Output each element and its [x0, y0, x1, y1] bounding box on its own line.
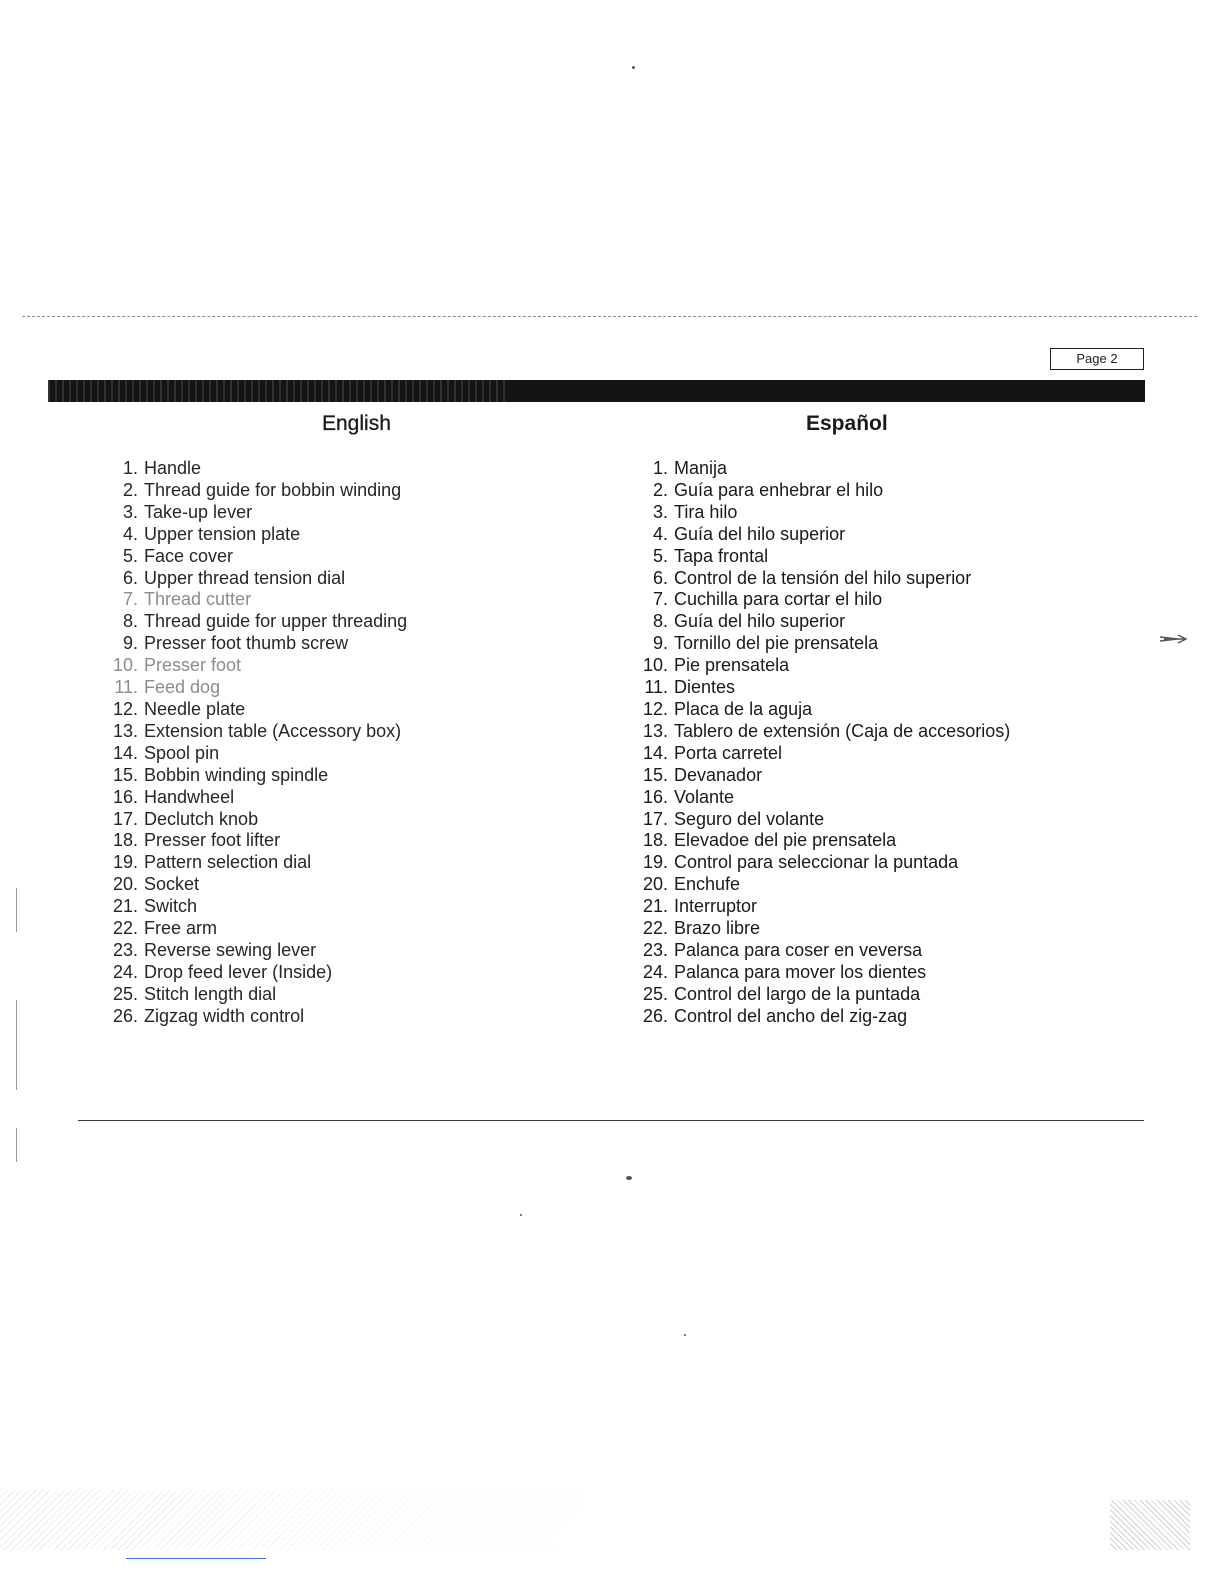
item-text: Control del ancho del zig-zag	[674, 1005, 908, 1026]
item-text: Switch	[144, 896, 198, 917]
item-number: 7.	[652, 589, 668, 610]
item-text: Interruptor	[674, 896, 758, 917]
item-text: Thread guide for upper threading	[144, 611, 408, 632]
item-number: 12.	[642, 698, 668, 719]
scan-edge-mark	[16, 888, 17, 932]
spanish-list-item	[634, 852, 1104, 874]
item-text: Pie prensatela	[674, 655, 790, 676]
spanish-list-item	[634, 568, 1104, 590]
item-number: 3.	[652, 501, 668, 522]
english-list-item	[104, 568, 564, 590]
item-text: Upper tension plate	[144, 523, 301, 544]
header-bar-texture	[48, 380, 508, 402]
item-number: 25.	[112, 983, 138, 1004]
item-text: Presser foot lifter	[144, 830, 281, 851]
item-text: Guía del hilo superior	[674, 611, 846, 632]
english-list-item	[104, 874, 564, 896]
item-text: Tablero de extensión (Caja de accesorios)	[674, 720, 1011, 741]
item-number: 26.	[112, 1005, 138, 1026]
item-number: 1.	[122, 458, 138, 478]
item-text: Face cover	[144, 545, 234, 566]
item-number: 19.	[112, 852, 138, 873]
item-text: Guía para enhebrar el hilo	[674, 479, 884, 500]
item-number: 9.	[122, 633, 138, 654]
english-list-item	[104, 743, 564, 765]
item-text: Palanca para coser en veversa	[674, 939, 923, 960]
spanish-list-item	[634, 677, 1104, 699]
english-list-item	[104, 1006, 564, 1028]
english-list-item	[104, 852, 564, 874]
item-number: 15.	[112, 764, 138, 785]
item-number: 8.	[652, 611, 668, 632]
item-text: Cuchilla para cortar el hilo	[674, 589, 883, 610]
item-number: 11.	[114, 677, 138, 698]
item-number: 21.	[642, 896, 668, 917]
item-number: 19.	[642, 852, 668, 873]
item-text: Control del largo de la puntada	[674, 983, 921, 1004]
english-list-item	[104, 502, 564, 524]
item-text: Seguro del volante	[674, 808, 825, 829]
english-list-item	[104, 699, 564, 721]
english-list-item	[104, 787, 564, 809]
item-number: 2.	[122, 479, 138, 500]
item-number: 15.	[642, 764, 668, 785]
english-list-item	[104, 721, 564, 743]
item-text: Dientes	[674, 677, 736, 698]
item-text: Enchufe	[674, 874, 741, 895]
item-text: Control de la tensión del hilo superior	[674, 567, 972, 588]
item-number: 18.	[112, 830, 138, 851]
english-list-item	[104, 984, 564, 1006]
item-text: Pattern selection dial	[144, 852, 312, 873]
scan-noise-bottom-left	[0, 1490, 600, 1550]
spanish-list-item	[634, 524, 1104, 546]
english-list-item	[104, 918, 564, 940]
item-number: 21.	[112, 896, 138, 917]
item-text: Control para seleccionar la puntada	[674, 852, 959, 873]
header-bar	[48, 380, 1145, 402]
spanish-list-item	[634, 633, 1104, 655]
spanish-list-item	[634, 589, 1104, 611]
item-text: Manija	[674, 458, 728, 478]
page-number-label: Page 2	[1050, 348, 1144, 370]
english-list-item	[104, 677, 564, 699]
english-list-item	[104, 546, 564, 568]
item-text: Socket	[144, 874, 200, 895]
item-text: Presser foot thumb screw	[144, 633, 349, 654]
spanish-column-title: Español	[806, 412, 888, 435]
item-number: 10.	[642, 655, 668, 676]
item-text: Tapa frontal	[674, 545, 769, 566]
item-number: 10.	[112, 655, 138, 676]
item-text: Presser foot	[144, 655, 242, 676]
item-text: Thread guide for bobbin winding	[144, 479, 402, 500]
spanish-list-item	[634, 743, 1104, 765]
english-list-item	[104, 765, 564, 787]
item-number: 16.	[112, 786, 138, 807]
item-number: 6.	[652, 567, 668, 588]
spanish-list-item	[634, 458, 1104, 480]
item-text: Spool pin	[144, 742, 220, 763]
item-number: 1.	[652, 458, 668, 478]
spanish-list-item	[634, 896, 1104, 918]
english-list-item	[104, 480, 564, 502]
item-text: Porta carretel	[674, 742, 783, 763]
item-number: 12.	[112, 698, 138, 719]
spanish-list-item	[634, 984, 1104, 1006]
item-text: Tira hilo	[674, 501, 738, 522]
spanish-list-item	[634, 830, 1104, 852]
english-list-item	[104, 589, 564, 611]
item-text: Feed dog	[144, 677, 221, 698]
item-text: Upper thread tension dial	[144, 567, 346, 588]
item-number: 13.	[112, 720, 138, 741]
item-number: 2.	[652, 479, 668, 500]
spanish-list-item	[634, 874, 1104, 896]
item-number: 20.	[642, 874, 668, 895]
scan-edge-mark	[16, 1000, 17, 1090]
english-list-item	[104, 633, 564, 655]
item-number: 8.	[122, 611, 138, 632]
item-text: Stitch length dial	[144, 983, 277, 1004]
item-number: 11.	[644, 677, 668, 698]
english-list-item	[104, 830, 564, 852]
item-number: 23.	[112, 939, 138, 960]
scan-speck	[632, 66, 635, 69]
item-text: Brazo libre	[674, 918, 761, 939]
spanish-list-item	[634, 940, 1104, 962]
item-number: 5.	[652, 545, 668, 566]
item-number: 13.	[642, 720, 668, 741]
item-number: 9.	[652, 633, 668, 654]
item-text: Declutch knob	[144, 808, 259, 829]
english-list-item	[104, 611, 564, 633]
top-dashed-rule	[22, 316, 1197, 317]
item-text: Free arm	[144, 918, 218, 939]
item-number: 17.	[112, 808, 138, 829]
item-number: 14.	[112, 742, 138, 763]
item-number: 3.	[122, 501, 138, 522]
item-number: 5.	[122, 545, 138, 566]
item-number: 22.	[642, 918, 668, 939]
spanish-list-item	[634, 480, 1104, 502]
spanish-list-item	[634, 546, 1104, 568]
english-list-item	[104, 655, 564, 677]
item-number: 6.	[122, 567, 138, 588]
item-text: Bobbin winding spindle	[144, 764, 329, 785]
spanish-list-item	[634, 765, 1104, 787]
item-number: 7.	[122, 589, 138, 610]
item-text: Placa de la aguja	[674, 698, 813, 719]
english-list-item	[104, 809, 564, 831]
bottom-rule	[78, 1120, 1144, 1121]
spanish-parts-list	[634, 458, 1104, 1028]
item-text: Handle	[144, 458, 202, 478]
item-number: 23.	[642, 939, 668, 960]
item-number: 26.	[642, 1005, 668, 1026]
item-text: Reverse sewing lever	[144, 939, 317, 960]
item-number: 24.	[642, 961, 668, 982]
item-number: 16.	[642, 786, 668, 807]
item-number: 22.	[112, 918, 138, 939]
spanish-list-item	[634, 611, 1104, 633]
english-parts-list	[104, 458, 564, 1028]
spanish-list-item	[634, 655, 1104, 677]
item-number: 14.	[642, 742, 668, 763]
english-column-title: English	[322, 412, 391, 435]
item-text: Extension table (Accessory box)	[144, 720, 402, 741]
spanish-list-item	[634, 721, 1104, 743]
item-number: 4.	[122, 523, 138, 544]
item-text: Palanca para mover los dientes	[674, 961, 927, 982]
item-number: 25.	[642, 983, 668, 1004]
english-list-item	[104, 458, 564, 480]
arrow-mark-icon	[1158, 632, 1188, 646]
spanish-list-item	[634, 699, 1104, 721]
item-text: Elevadoe del pie prensatela	[674, 830, 897, 851]
scan-noise-bottom-right	[1110, 1500, 1190, 1550]
scan-speck	[626, 1176, 632, 1180]
spanish-list-item	[634, 918, 1104, 940]
english-list-item	[104, 524, 564, 546]
item-text: Take-up lever	[144, 501, 253, 522]
item-number: 18.	[642, 830, 668, 851]
item-text: Thread cutter	[144, 589, 252, 610]
item-text: Devanador	[674, 764, 763, 785]
english-list-item	[104, 896, 564, 918]
item-number: 20.	[112, 874, 138, 895]
scan-speck	[684, 1334, 686, 1336]
scan-blue-line	[126, 1558, 266, 1559]
item-text: Drop feed lever (Inside)	[144, 961, 333, 982]
spanish-list-item	[634, 502, 1104, 524]
item-text: Tornillo del pie prensatela	[674, 633, 879, 654]
spanish-list-item	[634, 787, 1104, 809]
item-number: 4.	[652, 523, 668, 544]
item-text: Guía del hilo superior	[674, 523, 846, 544]
spanish-list-item	[634, 1006, 1104, 1028]
spanish-list-item	[634, 962, 1104, 984]
english-list-item	[104, 962, 564, 984]
scan-speck	[520, 1214, 522, 1216]
item-number: 17.	[642, 808, 668, 829]
english-list-item	[104, 940, 564, 962]
item-text: Handwheel	[144, 786, 235, 807]
item-number: 24.	[112, 961, 138, 982]
item-text: Volante	[674, 786, 735, 807]
scan-edge-mark	[16, 1128, 17, 1162]
item-text: Zigzag width control	[144, 1005, 305, 1026]
spanish-list-item	[634, 809, 1104, 831]
item-text: Needle plate	[144, 698, 246, 719]
